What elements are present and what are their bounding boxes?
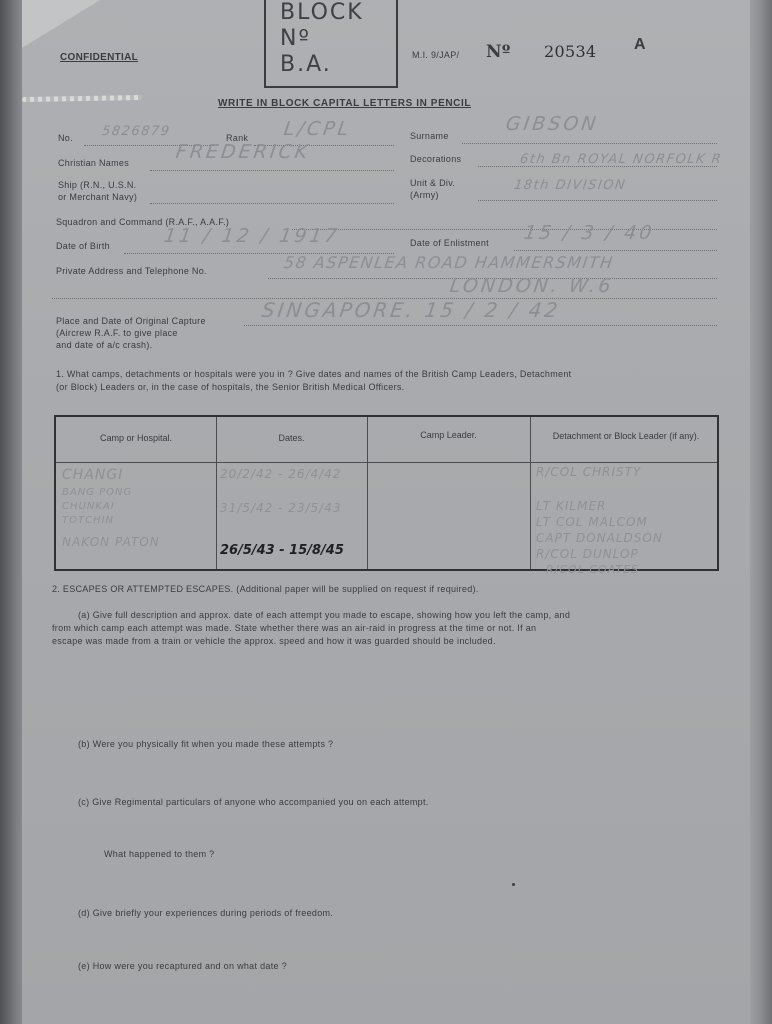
unit-value-1: 6th Bn ROYAL NORFOLK R (518, 152, 724, 167)
christian-names-value: FREDERICK (174, 141, 312, 163)
surname-line (462, 143, 717, 144)
section1-text-1: 1. What camps, detachments or hospitals were you in ? Give dates and names of the British Camp Leaders, Detachment (56, 369, 572, 379)
dates-entry: 20/2/42 - 26/4/42 (220, 467, 342, 481)
camp-entry: TOTCHIN (62, 515, 115, 526)
dob-label: Date of Birth (56, 241, 110, 251)
torn-corner (22, 0, 100, 48)
address-label: Private Address and Telephone No. (56, 266, 207, 276)
form-sheet (22, 0, 750, 1024)
camp-entry: CHUNKAI (62, 501, 115, 512)
question-b: (b) Were you physically fit when you made these attempts ? (78, 739, 334, 749)
question-c: (c) Give Regimental particulars of anyone who accompanied you on each attempt. (78, 797, 429, 807)
section2-a-line-3: escape was made from a train or vehicle the approx. speed and how it was guarded should be included. (52, 636, 496, 646)
capture-line (244, 325, 717, 326)
christian-names-line (150, 170, 394, 171)
ship-line (150, 203, 394, 204)
unit-line (478, 200, 717, 201)
section2-heading: 2. ESCAPES OR ATTEMPTED ESCAPES. (Additional paper will be supplied on request if required). (52, 584, 479, 594)
table-header-rule (56, 462, 717, 463)
christian-names-label: Christian Names (58, 158, 130, 168)
question-c-sub: What happened to them ? (104, 849, 215, 859)
unit-label-2: (Army) (410, 190, 439, 200)
squadron-label: Squadron and Command (R.A.F., A.A.F.) (56, 217, 230, 227)
ship-label-1: Ship (R.N., U.S.N. (58, 180, 137, 190)
number-label: Nº (486, 42, 511, 62)
unit-label-1: Unit & Div. (410, 178, 456, 188)
block-stamp (264, 0, 398, 88)
section2-a-line-1: (a) Give full description and approx. date of each attempt you made to escape, showing how you left the camp, and (78, 610, 571, 620)
detachment-leader: R/COL COATES (546, 563, 640, 576)
enlistment-line (514, 250, 717, 251)
surname-value: GIBSON (504, 113, 601, 135)
question-e: (e) How were you recaptured and on what date ? (78, 961, 287, 971)
detachment-leader: R/COL DUNLOP (536, 547, 639, 561)
dates-entry: 31/5/42 - 23/5/43 (220, 501, 342, 515)
enlistment-label: Date of Enlistment (410, 238, 489, 248)
detachment-leader: LT KILMER (536, 499, 607, 513)
col-leader-header: Camp Leader. (420, 430, 477, 440)
decorations-label: Decorations (410, 154, 462, 164)
detachment-leader: CAPT DONALDSON (536, 531, 663, 545)
capture-label-2: (Aircrew R.A.F. to give place (56, 328, 178, 338)
binding-string (22, 95, 142, 102)
no-value: 5826879 (100, 124, 172, 139)
camp-entry: NAKON PATON (62, 535, 160, 549)
dob-value: 11 / 12 / 1917 (162, 225, 342, 247)
capture-label-1: Place and Date of Original Capture (56, 316, 206, 326)
enlistment-value: 15 / 3 / 40 (522, 222, 656, 244)
dates-entry-ink: 26/5/43 - 15/8/45 (220, 543, 344, 558)
section1-text-2: (or Block) Leaders or, in the case of hospitals, the Senior British Medical Officers. (56, 382, 405, 392)
capture-label-3: and date of a/c crash). (56, 340, 153, 350)
instruction-heading: WRITE IN BLOCK CAPITAL LETTERS IN PENCIL (218, 98, 472, 109)
ship-label-2: or Merchant Navy) (58, 192, 138, 202)
camp-entry: BANG PONG (62, 487, 133, 498)
serial-number: 20534 (544, 42, 597, 61)
section2-a-line-2: from which camp each attempt was made. State whether there was an air-raid in progress at the time or not. If an (52, 623, 537, 633)
address-value-2: LONDON. W.6 (448, 275, 615, 297)
table-divider-3 (530, 417, 531, 569)
serial-suffix: A (634, 36, 646, 53)
detachment-leader: LT COL MALCOM (536, 515, 648, 529)
col-camp-header: Camp or Hospital. (99, 433, 173, 443)
stamp-line-3: B.A. (280, 52, 332, 77)
rank-value: L/CPL (282, 118, 353, 140)
unit-value-2: 18th DIVISION (512, 178, 628, 193)
rank-label: Rank (226, 133, 249, 143)
question-d: (d) Give briefly your experiences during periods of freedom. (78, 908, 334, 918)
confidential-label: CONFIDENTIAL (60, 52, 139, 63)
stamp-line-1: BLOCK (280, 0, 364, 25)
col-detachment-header: Detachment or Block Leader (if any). (552, 431, 700, 441)
ink-speck (512, 883, 515, 886)
surname-label: Surname (410, 131, 449, 141)
capture-value: SINGAPORE. 15 / 2 / 42 (260, 298, 563, 322)
col-dates-header: Dates. (278, 433, 305, 443)
no-label: No. (58, 133, 73, 143)
camp-entry: CHANGI (62, 467, 124, 483)
detachment-leader: R/COL CHRISTY (536, 465, 642, 479)
stamp-line-2: Nº (280, 26, 311, 51)
address-value-1: 58 ASPENLEA ROAD HAMMERSMITH (282, 253, 616, 272)
form-code: M.I. 9/JAP/ (412, 50, 460, 60)
camps-table (54, 415, 719, 576)
